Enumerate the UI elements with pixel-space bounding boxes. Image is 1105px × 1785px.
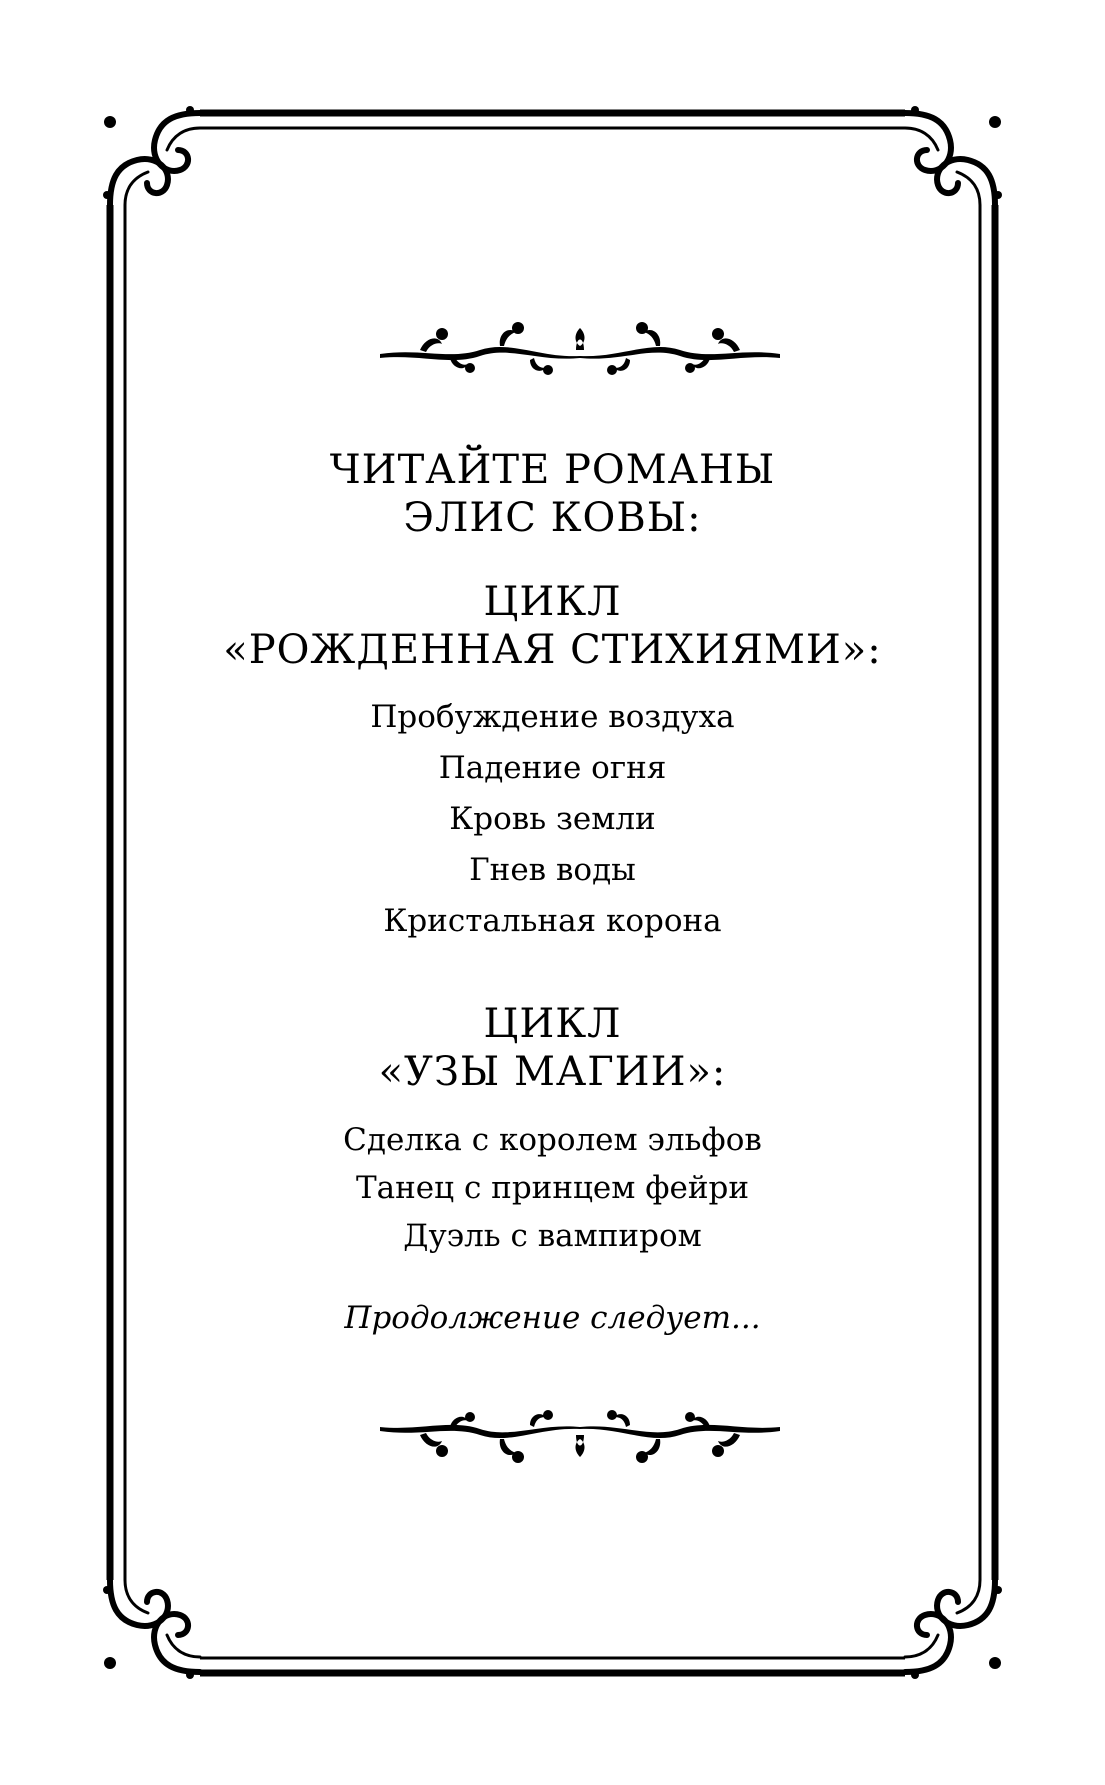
book-title: Кровь земли <box>449 801 656 837</box>
book-title: Дуэль с вампиром <box>403 1218 702 1254</box>
book-title: Гнев воды <box>469 852 636 888</box>
series-1-heading <box>0 578 1105 674</box>
book-title: Пробуждение воздуха <box>370 699 735 735</box>
vine-ornament-top-icon <box>380 320 780 380</box>
continuation-text: Продолжение следует... <box>344 1300 761 1336</box>
intro-block <box>0 446 1105 542</box>
series-2-book-list <box>0 1116 1105 1260</box>
book-title: Сделка с королем эльфов <box>343 1122 762 1158</box>
series-1-label: ЦИКЛ <box>483 579 622 625</box>
series-2-name: «УЗЫ МАГИИ»: <box>378 1049 727 1095</box>
book-title: Танец с принцем фейри <box>355 1170 750 1206</box>
intro-line-2: ЭЛИС КОВЫ: <box>403 495 702 541</box>
series-2-label: ЦИКЛ <box>483 1001 622 1047</box>
series-1-name: «РОЖДЕННАЯ СТИХИЯМИ»: <box>223 627 882 673</box>
intro-line-1: ЧИТАЙТЕ РОМАНЫ <box>329 447 776 493</box>
series-2-heading <box>0 1000 1105 1096</box>
corner-flourish-icon <box>103 106 200 205</box>
book-title: Кристальная корона <box>383 903 722 939</box>
series-1-book-list <box>0 692 1105 947</box>
continuation-block <box>0 1300 1105 1336</box>
vine-ornament-bottom-icon <box>380 1405 780 1465</box>
book-title: Падение огня <box>438 750 667 786</box>
